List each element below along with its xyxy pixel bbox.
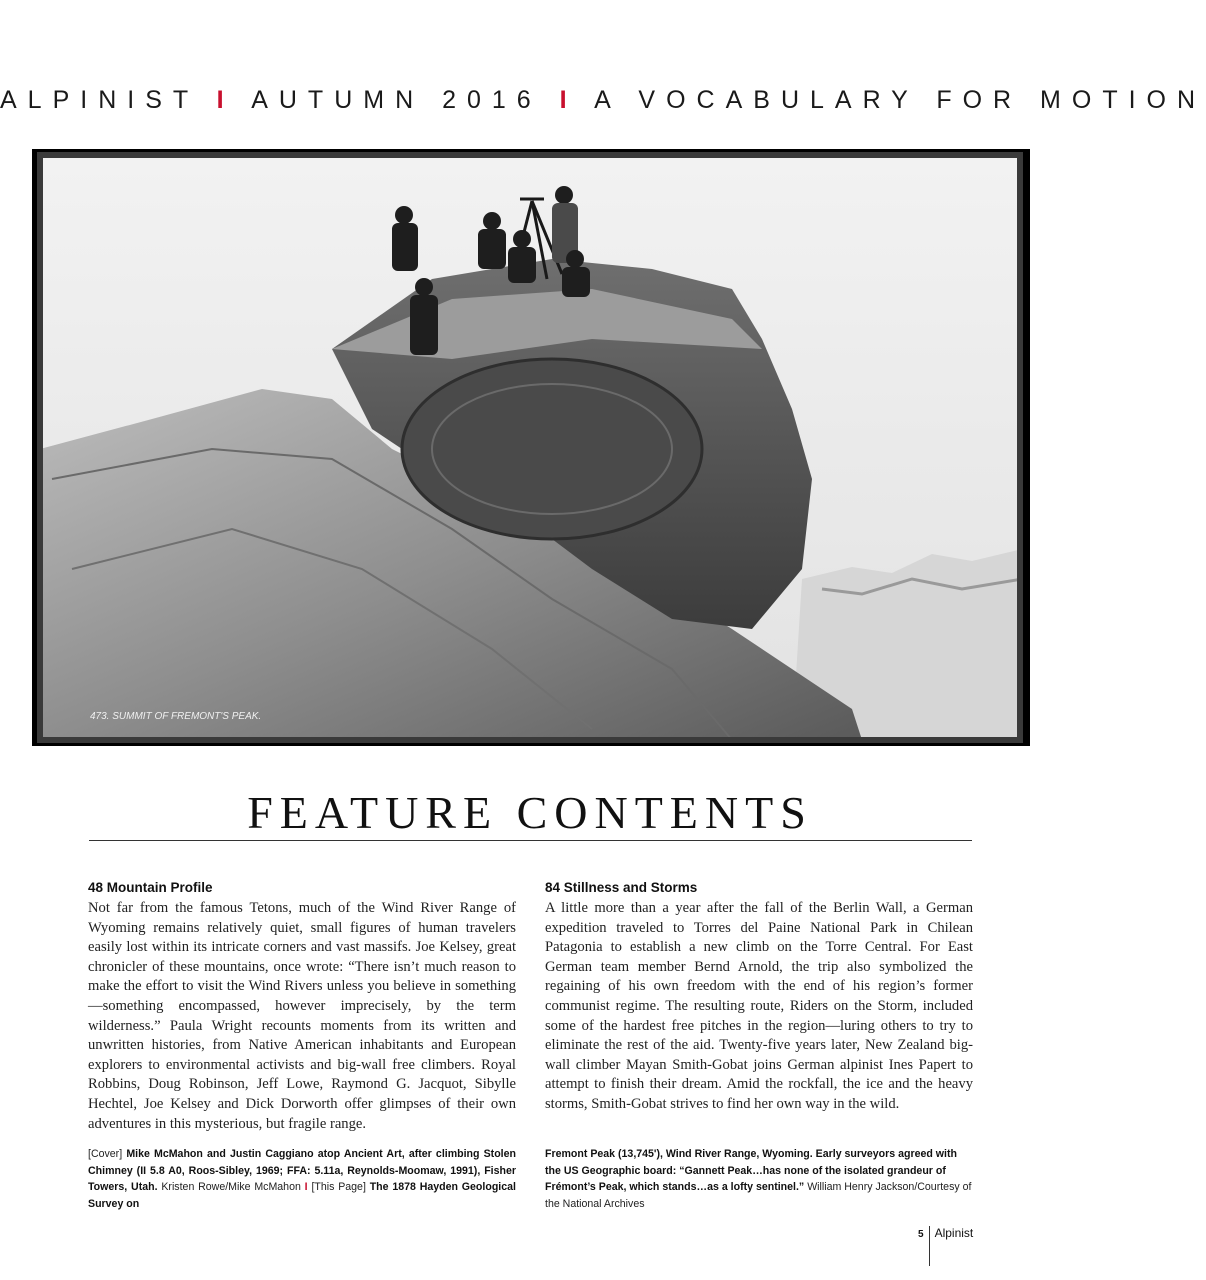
caption-left <box>88 1146 516 1212</box>
page-title: FEATURE CONTENTS <box>247 787 813 838</box>
masthead-separator: I <box>216 86 235 114</box>
masthead-brand: ALPINIST <box>0 86 199 114</box>
plate-label: 473. SUMMIT OF FREMONT'S PEAK. <box>90 711 262 722</box>
caption-separator: I <box>304 1181 308 1193</box>
feature-heading[interactable]: 84 Stillness and Storms <box>545 880 698 895</box>
caption-credit: William Henry Jackson/Courtesy of the National Archives <box>545 1181 972 1210</box>
caption-credit: Kristen Rowe/Mike McMahon <box>161 1181 301 1193</box>
masthead <box>0 86 1206 115</box>
feature-heading[interactable]: 48 Mountain Profile <box>88 880 213 895</box>
masthead-theme: A VOCABULARY FOR MOTION <box>594 86 1206 114</box>
feature-stillness-storms <box>545 880 973 1115</box>
caption-tag: [This Page] <box>311 1181 366 1193</box>
masthead-separator: I <box>559 86 578 114</box>
feature-mountain-profile <box>88 880 516 1134</box>
caption-tag: [Cover] <box>88 1148 123 1160</box>
caption-text: Fremont Peak (13,745'), Wind River Range, Wyoming. Early surveyors agreed with the US Geographic board: “Gannett Peak…has none of the isolated grandeur of Frémont’s Peak, which stands…as a lofty sentinel.” <box>545 1148 957 1193</box>
caption-text: Mike McMahon and Justin Caggiano atop Ancient Art, after climbing Stolen Chimney (II 5.8 A0, Roos-Sibley, 1969; FFA: 5.11a, Reynolds-Moomaw, 1991), Fisher Towers, Utah. <box>88 1148 516 1193</box>
caption-text: The 1878 Hayden Geological Survey on <box>88 1181 516 1210</box>
page-number: 5 <box>918 1229 924 1240</box>
feature-body: A little more than a year after the fall of the Berlin Wall, a German expedition traveled to Torres del Paine National Park in Chilean Patagonia to establish a new climb on the Torre Central. For East German team member Bernd Arnold, the trip also symbolized the regaining of his own freedom with the end of his region’s former communist regime. The resulting route, Riders on the Storm, included some of the hardest free pitches in the region—luring others to try to eliminate the rest of the aid. Twenty-five years later, New Zealand big-wall climber Mayan Smith-Gobat joins German alpinist Ines Papert to attempt to finish their dream. Amid the rockfall, the ice and the heavy storms, Smith-Gobat strives to find her own way in the wild. <box>545 900 973 1112</box>
folio-brand: Alpinist <box>934 1226 974 1240</box>
caption-right <box>545 1146 973 1212</box>
folio <box>918 1226 973 1266</box>
historic-summit-photo <box>32 149 1030 746</box>
folio-rule <box>929 1226 930 1266</box>
masthead-issue: AUTUMN 2016 <box>251 86 542 114</box>
title-divider <box>89 840 972 841</box>
feature-body: Not far from the famous Tetons, much of the Wind River Range of Wyoming remains relatively quiet, small figures of human travelers easily lost within its intricate corners and vast massifs. Joe Kelsey, great chronicler of these mountains, once wrote: “There isn’t much reason to make the effort to visit the Wind Rivers unless you believe in something—something encompassed, however imprecisely, by the term wilderness.” Paula Wright recounts moments from its written and unwritten histories, from Native American inhabitants and European explorers to environmental activists and big-wall free climbers. Royal Robbins, Doug Robinson, Jeff Lowe, Raymond G. Jacquot, Sibylle Hechtel, Joe Kelsey and Dick Dorworth offer glimpses of their own adventures in this mysterious, but fragile range. <box>88 900 516 1132</box>
